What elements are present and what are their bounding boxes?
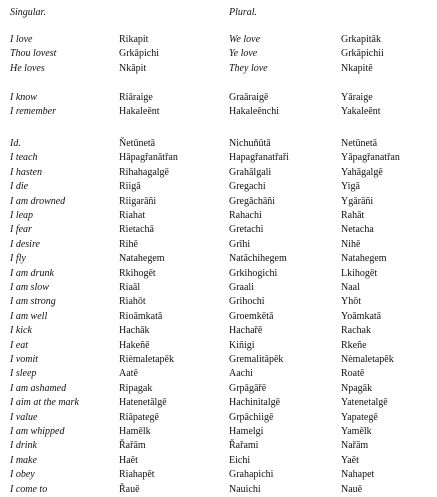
plural-gloss: Ye love bbox=[229, 48, 258, 60]
plural-gloss: Grahālgali bbox=[229, 166, 272, 178]
native-plural: Yapategē bbox=[341, 411, 378, 423]
native-singular: Rkihogēt bbox=[119, 267, 156, 279]
plural-gloss: Hakaleēnchi bbox=[229, 106, 279, 118]
native-plural: Yamēlk bbox=[341, 426, 372, 437]
table-row bbox=[0, 137, 437, 150]
native-singular: Grkāpichì bbox=[119, 48, 159, 60]
native-plural: Yāraige bbox=[341, 92, 373, 103]
plural-gloss: Nauichi bbox=[229, 483, 261, 495]
table-row bbox=[0, 439, 437, 452]
native-singular: Riāraige bbox=[119, 92, 153, 103]
english-singular: I sleep bbox=[10, 368, 37, 380]
plural-gloss: Grīhi bbox=[229, 238, 251, 250]
native-singular: Řařām bbox=[119, 440, 146, 452]
english-singular: I know bbox=[10, 92, 37, 103]
plural-gloss: Eichi bbox=[229, 454, 251, 466]
table-row bbox=[0, 281, 437, 294]
native-singular: Nkāpit bbox=[119, 62, 147, 74]
table-row bbox=[0, 310, 437, 323]
english-singular: I aim at the mark bbox=[10, 397, 79, 409]
table-row bbox=[0, 105, 437, 118]
native-plural: Ygārāñi bbox=[341, 195, 374, 207]
native-singular: Riaāl bbox=[119, 282, 141, 293]
table-row bbox=[0, 151, 437, 164]
header-singular: Singular. bbox=[10, 7, 46, 18]
plural-gloss: Grpāgāřē bbox=[229, 382, 267, 394]
native-plural: Nařām bbox=[341, 440, 369, 452]
native-singular: Riahat bbox=[119, 210, 146, 221]
native-plural: Nauē bbox=[341, 483, 363, 495]
native-plural: Naal bbox=[341, 282, 360, 293]
native-singular: Hāpagřanātřan bbox=[119, 152, 178, 164]
native-plural: Yakaleēnt bbox=[341, 106, 381, 118]
table-row bbox=[0, 454, 437, 467]
table-row bbox=[0, 195, 437, 208]
english-singular: I teach bbox=[10, 152, 38, 164]
english-singular: I die bbox=[10, 181, 29, 193]
plural-gloss: Groemkētā bbox=[229, 310, 274, 322]
english-singular: I am ashamed bbox=[10, 382, 67, 394]
table-row bbox=[0, 166, 437, 179]
table-row bbox=[0, 180, 437, 193]
table-row bbox=[0, 209, 437, 222]
plural-gloss: Gregāchāñi bbox=[229, 195, 276, 207]
plural-gloss: Hachinitalgē bbox=[229, 397, 281, 409]
native-plural: Nihē bbox=[341, 238, 361, 250]
table-row bbox=[0, 324, 437, 337]
english-singular: I fear bbox=[10, 224, 32, 236]
table-row bbox=[0, 47, 437, 60]
native-singular: Riahōt bbox=[119, 296, 146, 308]
plural-gloss: Grpāchiigē bbox=[229, 411, 274, 423]
native-plural: Yahāgalgē bbox=[341, 166, 383, 178]
plural-gloss: Graali bbox=[229, 282, 254, 293]
plural-gloss: Hamelgi bbox=[229, 426, 264, 437]
english-singular: I make bbox=[10, 454, 37, 466]
plural-gloss: Aachi bbox=[229, 368, 253, 380]
english-singular: He loves bbox=[10, 62, 45, 74]
native-singular: Hakaleēnt bbox=[119, 106, 160, 118]
native-plural: Rahāt bbox=[341, 210, 365, 221]
native-plural: Roatē bbox=[341, 368, 365, 380]
plural-gloss: Grahapichi bbox=[229, 469, 274, 481]
english-singular: I remember bbox=[10, 106, 57, 118]
native-singular: Riigā bbox=[119, 181, 141, 193]
english-singular: Thou lovest bbox=[10, 48, 57, 60]
native-singular: Rioāmkatā bbox=[119, 310, 163, 322]
english-singular: I come to bbox=[10, 483, 48, 495]
english-singular: I am well bbox=[10, 310, 48, 322]
table-row bbox=[0, 353, 437, 366]
native-singular: Aatē bbox=[119, 368, 138, 380]
plural-gloss: We love bbox=[229, 34, 261, 45]
table-row bbox=[0, 425, 437, 438]
table-row bbox=[0, 33, 437, 46]
native-plural: Grkapitāk bbox=[341, 34, 381, 45]
native-plural: Yigā bbox=[341, 181, 360, 193]
plural-gloss: They love bbox=[229, 62, 268, 74]
table-row bbox=[0, 252, 437, 265]
native-singular: Rièmaletapēk bbox=[119, 354, 174, 365]
table-row bbox=[0, 483, 437, 496]
native-singular: Hakeñē bbox=[119, 339, 150, 351]
english-singular: I drink bbox=[10, 440, 37, 452]
native-singular: Hatenetālgē bbox=[119, 397, 167, 409]
native-plural: Nkapitē bbox=[341, 62, 373, 74]
native-plural: Yhōt bbox=[341, 296, 361, 308]
table-row bbox=[0, 295, 437, 308]
table-row bbox=[0, 396, 437, 409]
native-singular: Ripagak bbox=[119, 382, 153, 394]
table-row bbox=[0, 382, 437, 395]
table-row bbox=[0, 411, 437, 424]
native-plural: Yāpagřanatřan bbox=[341, 152, 400, 164]
native-singular: Hamēlk bbox=[119, 426, 151, 437]
english-singular: I desire bbox=[10, 238, 40, 250]
native-singular: Rihahagalgē bbox=[119, 166, 169, 178]
native-singular: Rietachā bbox=[119, 224, 154, 236]
native-plural: Npagāk bbox=[341, 382, 373, 394]
plural-gloss: Grihochi bbox=[229, 296, 265, 308]
native-singular: Riāpategē bbox=[119, 411, 159, 423]
plural-gloss: Graāraigē bbox=[229, 92, 269, 103]
table-row bbox=[0, 91, 437, 104]
native-plural: Nahapet bbox=[341, 469, 375, 481]
native-plural: Yatenetalgē bbox=[341, 397, 388, 409]
native-plural: Natahegem bbox=[341, 253, 387, 265]
native-plural: Netūnetā bbox=[341, 138, 378, 149]
table-row bbox=[0, 339, 437, 352]
english-singular: I love bbox=[10, 34, 33, 45]
table-row bbox=[0, 267, 437, 280]
english-singular: I value bbox=[10, 411, 38, 423]
english-singular: I obey bbox=[10, 469, 35, 481]
table-row bbox=[0, 367, 437, 380]
table-row bbox=[0, 223, 437, 236]
native-singular: Ňetūnetā bbox=[119, 138, 156, 149]
plural-gloss: Grkihogichi bbox=[229, 267, 278, 279]
native-plural: Yoāmkatā bbox=[341, 310, 382, 322]
english-singular: I vomit bbox=[10, 354, 39, 365]
native-plural: Lkihogēt bbox=[341, 267, 378, 279]
header-plural: Plural. bbox=[229, 7, 258, 18]
english-singular: I am drowned bbox=[10, 195, 66, 207]
native-singular: Natahegem bbox=[119, 253, 165, 265]
plural-gloss: Gregachi bbox=[229, 181, 266, 193]
table-row bbox=[0, 238, 437, 251]
plural-gloss: Gretachi bbox=[229, 224, 264, 236]
table-row bbox=[0, 468, 437, 481]
plural-gloss: Nichuňūtā bbox=[229, 138, 271, 149]
english-singular: I kick bbox=[10, 325, 32, 337]
native-plural: Rkeñe bbox=[341, 339, 367, 351]
native-singular: Rikapit bbox=[119, 34, 149, 45]
plural-gloss: Řařami bbox=[229, 440, 259, 452]
english-singular: I fly bbox=[10, 253, 26, 265]
native-plural: Grkāpichii bbox=[341, 48, 384, 60]
english-singular: I am strong bbox=[10, 296, 56, 308]
native-plural: Yaēt bbox=[341, 454, 359, 466]
plural-gloss: Gremalitāpēk bbox=[229, 354, 284, 365]
english-singular: I am drunk bbox=[10, 267, 54, 279]
native-singular: Řauē bbox=[119, 483, 140, 495]
native-singular: Riahapēt bbox=[119, 469, 155, 481]
native-singular: Haēt bbox=[119, 454, 138, 466]
plural-gloss: Hachařē bbox=[229, 325, 263, 337]
native-singular: Hachāk bbox=[119, 325, 150, 337]
native-plural: Netacha bbox=[341, 224, 374, 236]
english-singular: I hasten bbox=[10, 166, 42, 178]
native-singular: Riigarāñi bbox=[119, 195, 157, 207]
english-singular: I leap bbox=[10, 210, 34, 221]
plural-gloss: Hapagřanatřaři bbox=[229, 152, 289, 164]
english-singular: I eat bbox=[10, 339, 29, 351]
table-row bbox=[0, 62, 437, 75]
english-singular: Id. bbox=[10, 138, 21, 149]
native-plural: Nèmaletapēk bbox=[341, 354, 394, 365]
native-singular: Rihē bbox=[119, 238, 138, 250]
plural-gloss: Natāchihegem bbox=[229, 253, 287, 265]
plural-gloss: Kiñigi bbox=[229, 339, 255, 351]
native-plural: Rachak bbox=[341, 325, 371, 337]
plural-gloss: Rahachi bbox=[229, 210, 262, 221]
english-singular: I am whipped bbox=[10, 426, 65, 437]
english-singular: I am slow bbox=[10, 282, 49, 293]
